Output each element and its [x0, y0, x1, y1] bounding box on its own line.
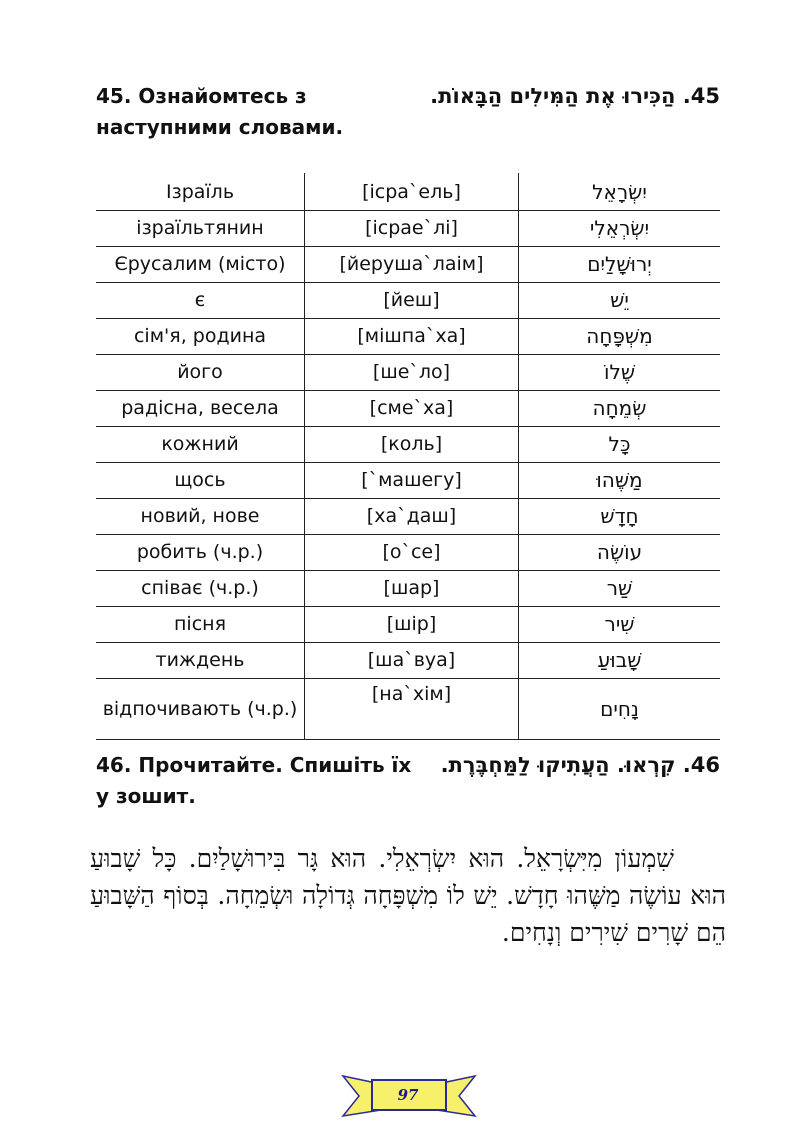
- vocabulary-row: [96, 571, 720, 607]
- exercise-45-title-ukrainian: 45. Ознайомтесь з наступними словами.: [96, 84, 344, 139]
- hebrew-word: חָדָשׁ: [600, 504, 639, 528]
- hebrew-word: שֶׁלוֹ: [604, 360, 635, 384]
- hebrew-word: שִׁיר: [604, 612, 635, 636]
- hebrew-word: מַשֶּׁהוּ: [596, 468, 643, 492]
- exercise-45-title-hebrew: 45. הַכִּירוּ אֶת הַמִּילִים הַבָּאוֹת.: [430, 84, 720, 108]
- pronunciation: [йеруша`лаім]: [305, 247, 519, 283]
- pronunciation: [на`хім]: [305, 679, 519, 740]
- ukrainian-word: ізраїльтянин: [96, 211, 305, 247]
- vocabulary-row: [96, 679, 720, 740]
- pronunciation: [мішпа`ха]: [305, 319, 519, 355]
- exercise-46-heading: [96, 750, 720, 812]
- pronunciation: [ша`вуа]: [305, 643, 519, 679]
- page-number: 97: [397, 1086, 419, 1104]
- vocabulary-row: [96, 463, 720, 499]
- vocabulary-row: [96, 427, 720, 463]
- vocabulary-table: [96, 173, 720, 740]
- hebrew-word: שָׁבוּעַ: [597, 648, 642, 672]
- pronunciation: [йеш]: [305, 283, 519, 319]
- vocabulary-row: [96, 499, 720, 535]
- exercise-46-title-ukrainian: 46. Прочитайте. Спишіть їх у зошит.: [96, 753, 412, 808]
- vocabulary-row: [96, 247, 720, 283]
- vocabulary-row: [96, 173, 720, 211]
- exercise-46-title-hebrew: 46. קִרְאוּ. הַעֲתִיקוּ לַמַּחְבֶּרֶת.: [440, 753, 720, 777]
- hebrew-word: כָּל: [608, 432, 631, 456]
- vocabulary-row: [96, 355, 720, 391]
- ukrainian-word: відпочивають (ч.р.): [96, 679, 305, 740]
- ukrainian-word: Єрусалим (місто): [96, 247, 305, 283]
- pronunciation: [шір]: [305, 607, 519, 643]
- vocabulary-row: [96, 607, 720, 643]
- ukrainian-word: тиждень: [96, 643, 305, 679]
- vocabulary-row: [96, 643, 720, 679]
- pronunciation: [ісра`ель]: [305, 173, 519, 211]
- pronunciation: [о`се]: [305, 535, 519, 571]
- pronunciation: [коль]: [305, 427, 519, 463]
- pronunciation: [шар]: [305, 571, 519, 607]
- ukrainian-word: його: [96, 355, 305, 391]
- hebrew-word: עוֹשֶׂה: [596, 540, 643, 564]
- hebrew-word: יִשְׂרָאֵל: [592, 180, 647, 204]
- ukrainian-word: сім'я, родина: [96, 319, 305, 355]
- pronunciation: [ше`ло]: [305, 355, 519, 391]
- pronunciation: [сме`ха]: [305, 391, 519, 427]
- hebrew-word: יִשְׂרְאֵלִי: [589, 216, 650, 240]
- reading-paragraph: שִׁמְעוֹן מִיִּשְׂרָאֵל. הוּא יִשְׂרְאֵלִי. הוּא גָּר בִּירוּשָׁלַיִם. כָּל שָׁבוּעַ הוּא עוֹשֶׂה מַשֶּׁהוּ חָדָשׁ. יֵשׁ לוֹ מִשְׁפָּחָה גְּדוֹלָה וּשְׂמֵחָה. בְּסוֹף הַשָּׁבוּעַ הֵם שָׁרִים שִׁירִים וְנָחִים.: [90, 844, 726, 947]
- ukrainian-word: щось: [96, 463, 305, 499]
- ukrainian-word: Ізраїль: [96, 173, 305, 211]
- hebrew-word: יְרוּשָׁלַיִם: [587, 252, 652, 276]
- vocabulary-row: [96, 319, 720, 355]
- ukrainian-word: пісня: [96, 607, 305, 643]
- hebrew-word: שַׁר: [606, 576, 633, 600]
- exercise-45-heading: [96, 81, 720, 143]
- vocabulary-row: [96, 283, 720, 319]
- ukrainian-word: робить (ч.р.): [96, 535, 305, 571]
- hebrew-word: מִשְׁפָּחָה: [586, 324, 653, 348]
- ukrainian-word: новий, нове: [96, 499, 305, 535]
- hebrew-word: יֵשׁ: [610, 288, 629, 312]
- hebrew-reading-text: [90, 840, 726, 951]
- ukrainian-word: радісна, весела: [96, 391, 305, 427]
- vocabulary-row: [96, 211, 720, 247]
- hebrew-word: נָחִים: [600, 696, 639, 721]
- vocabulary-row: [96, 391, 720, 427]
- vocabulary-row: [96, 535, 720, 571]
- ukrainian-word: кожний: [96, 427, 305, 463]
- pronunciation: [ісрае`лі]: [305, 211, 519, 247]
- ukrainian-word: є: [96, 283, 305, 319]
- hebrew-word: שְׂמֵחָה: [592, 396, 647, 420]
- pronunciation: [`машегу]: [305, 463, 519, 499]
- ukrainian-word: співає (ч.р.): [96, 571, 305, 607]
- pronunciation: [ха`даш]: [305, 499, 519, 535]
